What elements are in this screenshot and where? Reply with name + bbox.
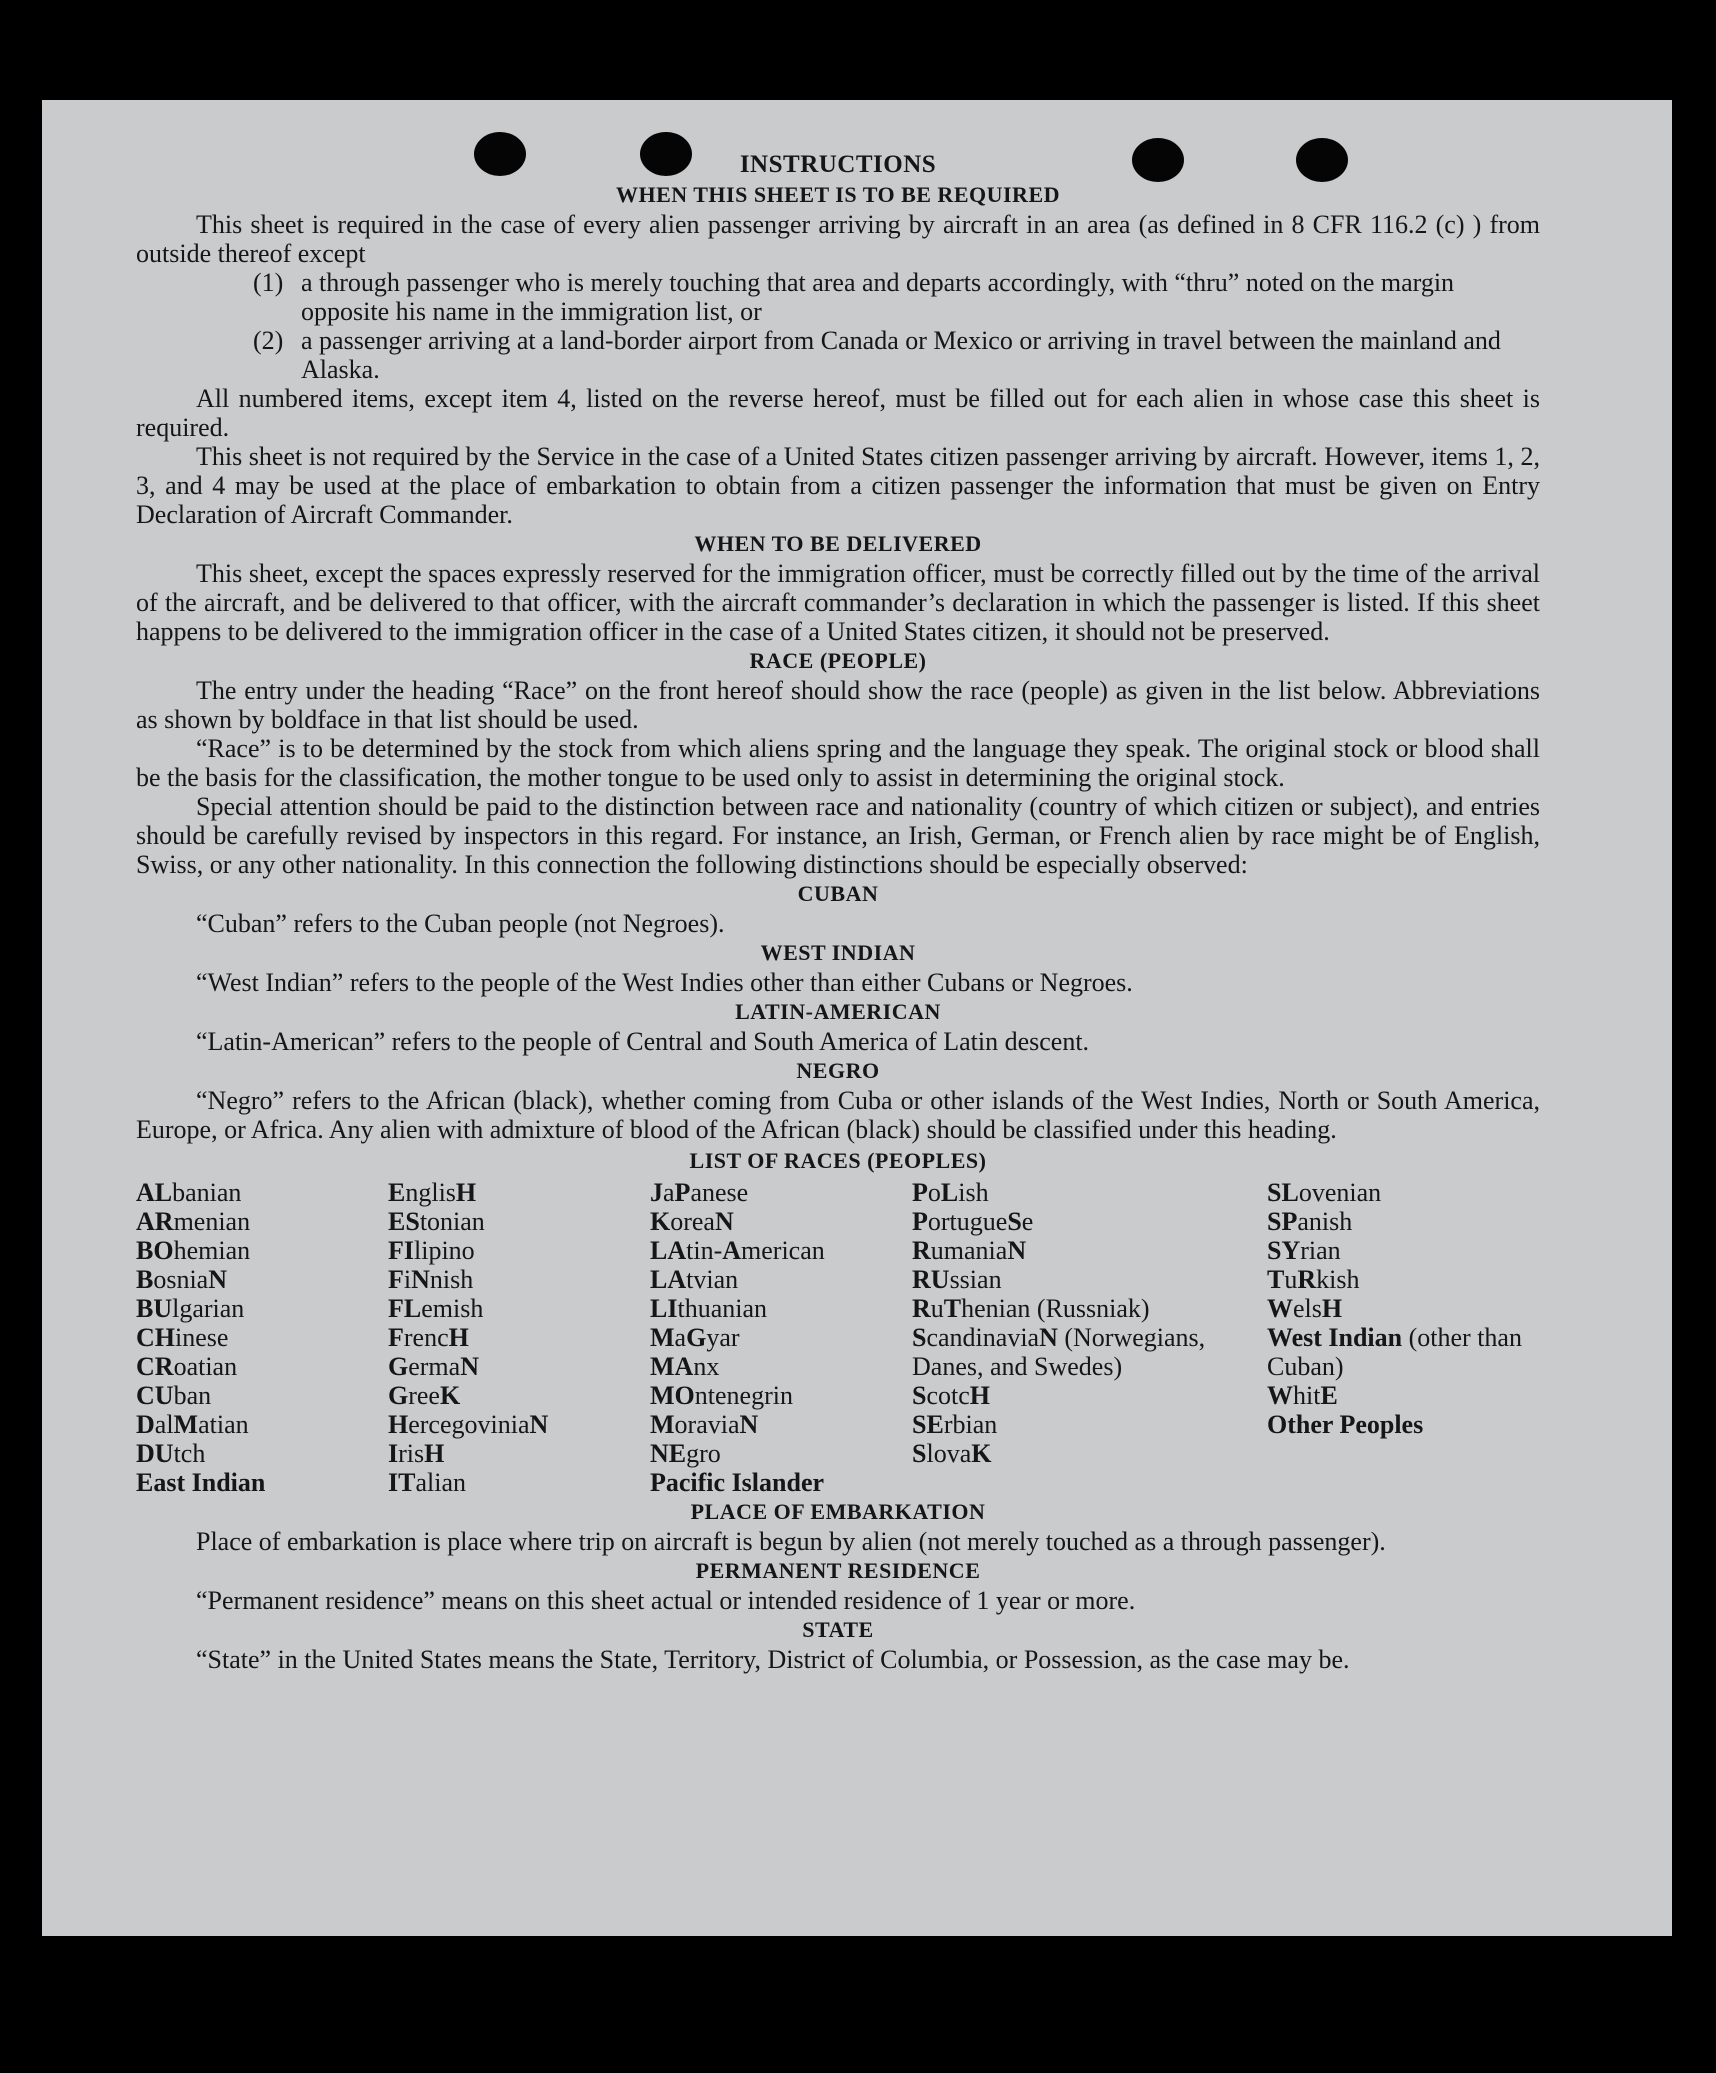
paragraph: “Race” is to be determined by the stock from which aliens spring and the language they speak. The original stock or blood shall be the basis for the classification, the mother tongue to be used only to assist in determining the original stock. — [136, 734, 1540, 792]
race-item: CRoatian — [136, 1352, 238, 1381]
race-item: EStonian — [388, 1207, 485, 1236]
section-heading: LIST OF RACES (PEOPLES) — [689, 1148, 987, 1173]
race-item: MOntenegrin — [650, 1381, 793, 1410]
race-item: CUban — [136, 1381, 212, 1410]
race-item: IrisH — [388, 1439, 445, 1468]
race-item: RumaniaN — [912, 1236, 1027, 1265]
race-item: ALbanian — [136, 1178, 242, 1207]
paragraph: This sheet, except the spaces expressly reserved for the immigration officer, must be correctly filled out by the time of the arrival of the aircraft, and be delivered to that officer, with the aircraft commander’s declaration in which the passenger is listed. If this sheet happens to be delivered to the immigration officer in the case of a United States citizen, it should not be preserved. — [136, 559, 1540, 646]
paragraph: The entry under the heading “Race” on the front hereof should show the race (people) as given in the list below. Abbreviations as shown by boldface in that list should be used. — [136, 676, 1540, 734]
section-heading: PLACE OF EMBARKATION — [690, 1499, 986, 1524]
race-item: SPanish — [1267, 1207, 1353, 1236]
race-item: SErbian — [912, 1410, 998, 1439]
section-heading: CUBAN — [797, 881, 879, 906]
race-item: East Indian — [136, 1468, 266, 1497]
race-item: SYrian — [1267, 1236, 1341, 1265]
race-column — [650, 1178, 912, 1497]
section-heading: PERMANENT RESIDENCE — [695, 1558, 981, 1583]
item-number: (2) — [253, 326, 284, 355]
race-item: West Indian (other than Cuban) — [1267, 1323, 1522, 1381]
section-heading: WHEN THIS SHEET IS TO BE REQUIRED — [615, 182, 1061, 207]
section-heading: WEST INDIAN — [760, 940, 916, 965]
item-text: a passenger arriving at a land-border airport from Canada or Mexico or arriving in travel between the mainland and Alaska. — [301, 326, 1501, 384]
race-item: FiNnish — [388, 1265, 474, 1294]
race-item: SlovaK — [912, 1439, 992, 1468]
section-heading: STATE — [802, 1617, 874, 1642]
page-title: INSTRUCTIONS — [739, 151, 937, 178]
race-item: RUssian — [912, 1265, 1002, 1294]
paragraph: “Permanent residence” means on this sheet actual or intended residence of 1 year or more. — [196, 1586, 1136, 1615]
list-item — [253, 268, 1540, 326]
paragraph: This sheet is required in the case of every alien passenger arriving by aircraft in an area (as defined in 8 CFR 116.2 (c) ) from outside thereof except — [136, 210, 1540, 268]
paragraph: All numbered items, except item 4, listed on the reverse hereof, must be filled out for each alien in whose case this sheet is required. — [136, 384, 1540, 442]
race-item: EnglisH — [388, 1178, 477, 1207]
race-item: HercegoviniaN — [388, 1410, 549, 1439]
race-item: MoraviaN — [650, 1410, 759, 1439]
paragraph: “Latin-American” refers to the people of Central and South America of Latin descent. — [196, 1027, 1090, 1056]
race-item: RuThenian (Russniak) — [912, 1294, 1150, 1323]
race-list — [136, 1178, 1540, 1497]
race-item: CHinese — [136, 1323, 229, 1352]
race-item: PortugueSe — [912, 1207, 1034, 1236]
instructions-content — [136, 150, 1540, 1674]
race-item: GermaN — [388, 1352, 479, 1381]
paragraph: Special attention should be paid to the distinction between race and nationality (country of which citizen or subject), and entries should be carefully revised by inspectors in this regard. For instance, an Irish, German, or French alien by race might be of English, Swiss, or any other nationality. In this connection the following distinctions should be especially observed: — [136, 792, 1540, 879]
race-item: ITalian — [388, 1468, 466, 1497]
race-item: FIlipino — [388, 1236, 475, 1265]
race-column — [388, 1178, 650, 1497]
item-number: (1) — [253, 268, 284, 297]
section-heading: NEGRO — [796, 1058, 880, 1083]
paragraph: This sheet is not required by the Service in the case of a United States citizen passenger arriving by aircraft. However, items 1, 2, 3, and 4 may be used at the place of embarkation to obtain from a citizen passenger the information that must be given on Entry Declaration of Aircraft Commander. — [136, 442, 1540, 529]
race-item: LAtin-American — [650, 1236, 825, 1265]
race-item: Other Peoples — [1267, 1410, 1424, 1439]
paragraph: “State” in the United States means the State, Territory, District of Columbia, or Possession, as the case may be. — [196, 1645, 1350, 1674]
race-column — [136, 1178, 388, 1497]
race-item: ScotcH — [912, 1381, 991, 1410]
document-sheet — [42, 100, 1672, 1936]
race-item: GreeK — [388, 1381, 461, 1410]
section-heading: WHEN TO BE DELIVERED — [694, 531, 982, 556]
race-item: ARmenian — [136, 1207, 251, 1236]
race-item: FLemish — [388, 1294, 484, 1323]
race-item: BOhemian — [136, 1236, 251, 1265]
race-item: WhitE — [1267, 1381, 1338, 1410]
section-heading: LATIN-AMERICAN — [735, 999, 941, 1024]
list-item — [253, 326, 1540, 384]
race-item: DUtch — [136, 1439, 206, 1468]
paragraph: “Negro” refers to the African (black), whether coming from Cuba or other islands of the West Indies, North or South America, Europe, or Africa. Any alien with admixture of blood of the African (black) should be classified under this heading. — [136, 1086, 1540, 1144]
race-item: BosniaN — [136, 1265, 228, 1294]
race-item: BUlgarian — [136, 1294, 245, 1323]
race-item: JaPanese — [650, 1178, 749, 1207]
paragraph: Place of embarkation is place where trip on aircraft is begun by alien (not merely touched as a through passenger). — [196, 1527, 1386, 1556]
race-item: ScandinaviaN (Norwegians, Danes, and Swedes) — [912, 1323, 1206, 1381]
race-column — [1267, 1178, 1540, 1497]
race-item: MAnx — [650, 1352, 720, 1381]
race-item: WelsH — [1267, 1294, 1343, 1323]
race-item: LAtvian — [650, 1265, 739, 1294]
race-item: DalMatian — [136, 1410, 249, 1439]
race-item: Pacific Islander — [650, 1468, 825, 1497]
race-item: KoreaN — [650, 1207, 734, 1236]
race-item: PoLish — [912, 1178, 989, 1207]
paragraph: “West Indian” refers to the people of the West Indies other than either Cubans or Negroes. — [196, 968, 1133, 997]
race-item: MaGyar — [650, 1323, 740, 1352]
race-item: SLovenian — [1267, 1178, 1382, 1207]
paragraph: “Cuban” refers to the Cuban people (not Negroes). — [196, 909, 725, 938]
race-item: LIthuanian — [650, 1294, 767, 1323]
race-column — [912, 1178, 1267, 1497]
race-item: FrencH — [388, 1323, 469, 1352]
section-heading: RACE (PEOPLE) — [749, 648, 927, 673]
race-item: TuRkish — [1267, 1265, 1360, 1294]
race-item: NEgro — [650, 1439, 721, 1468]
item-text: a through passenger who is merely touching that area and departs accordingly, with “thru” noted on the margin opposite his name in the immigration list, or — [301, 268, 1455, 326]
